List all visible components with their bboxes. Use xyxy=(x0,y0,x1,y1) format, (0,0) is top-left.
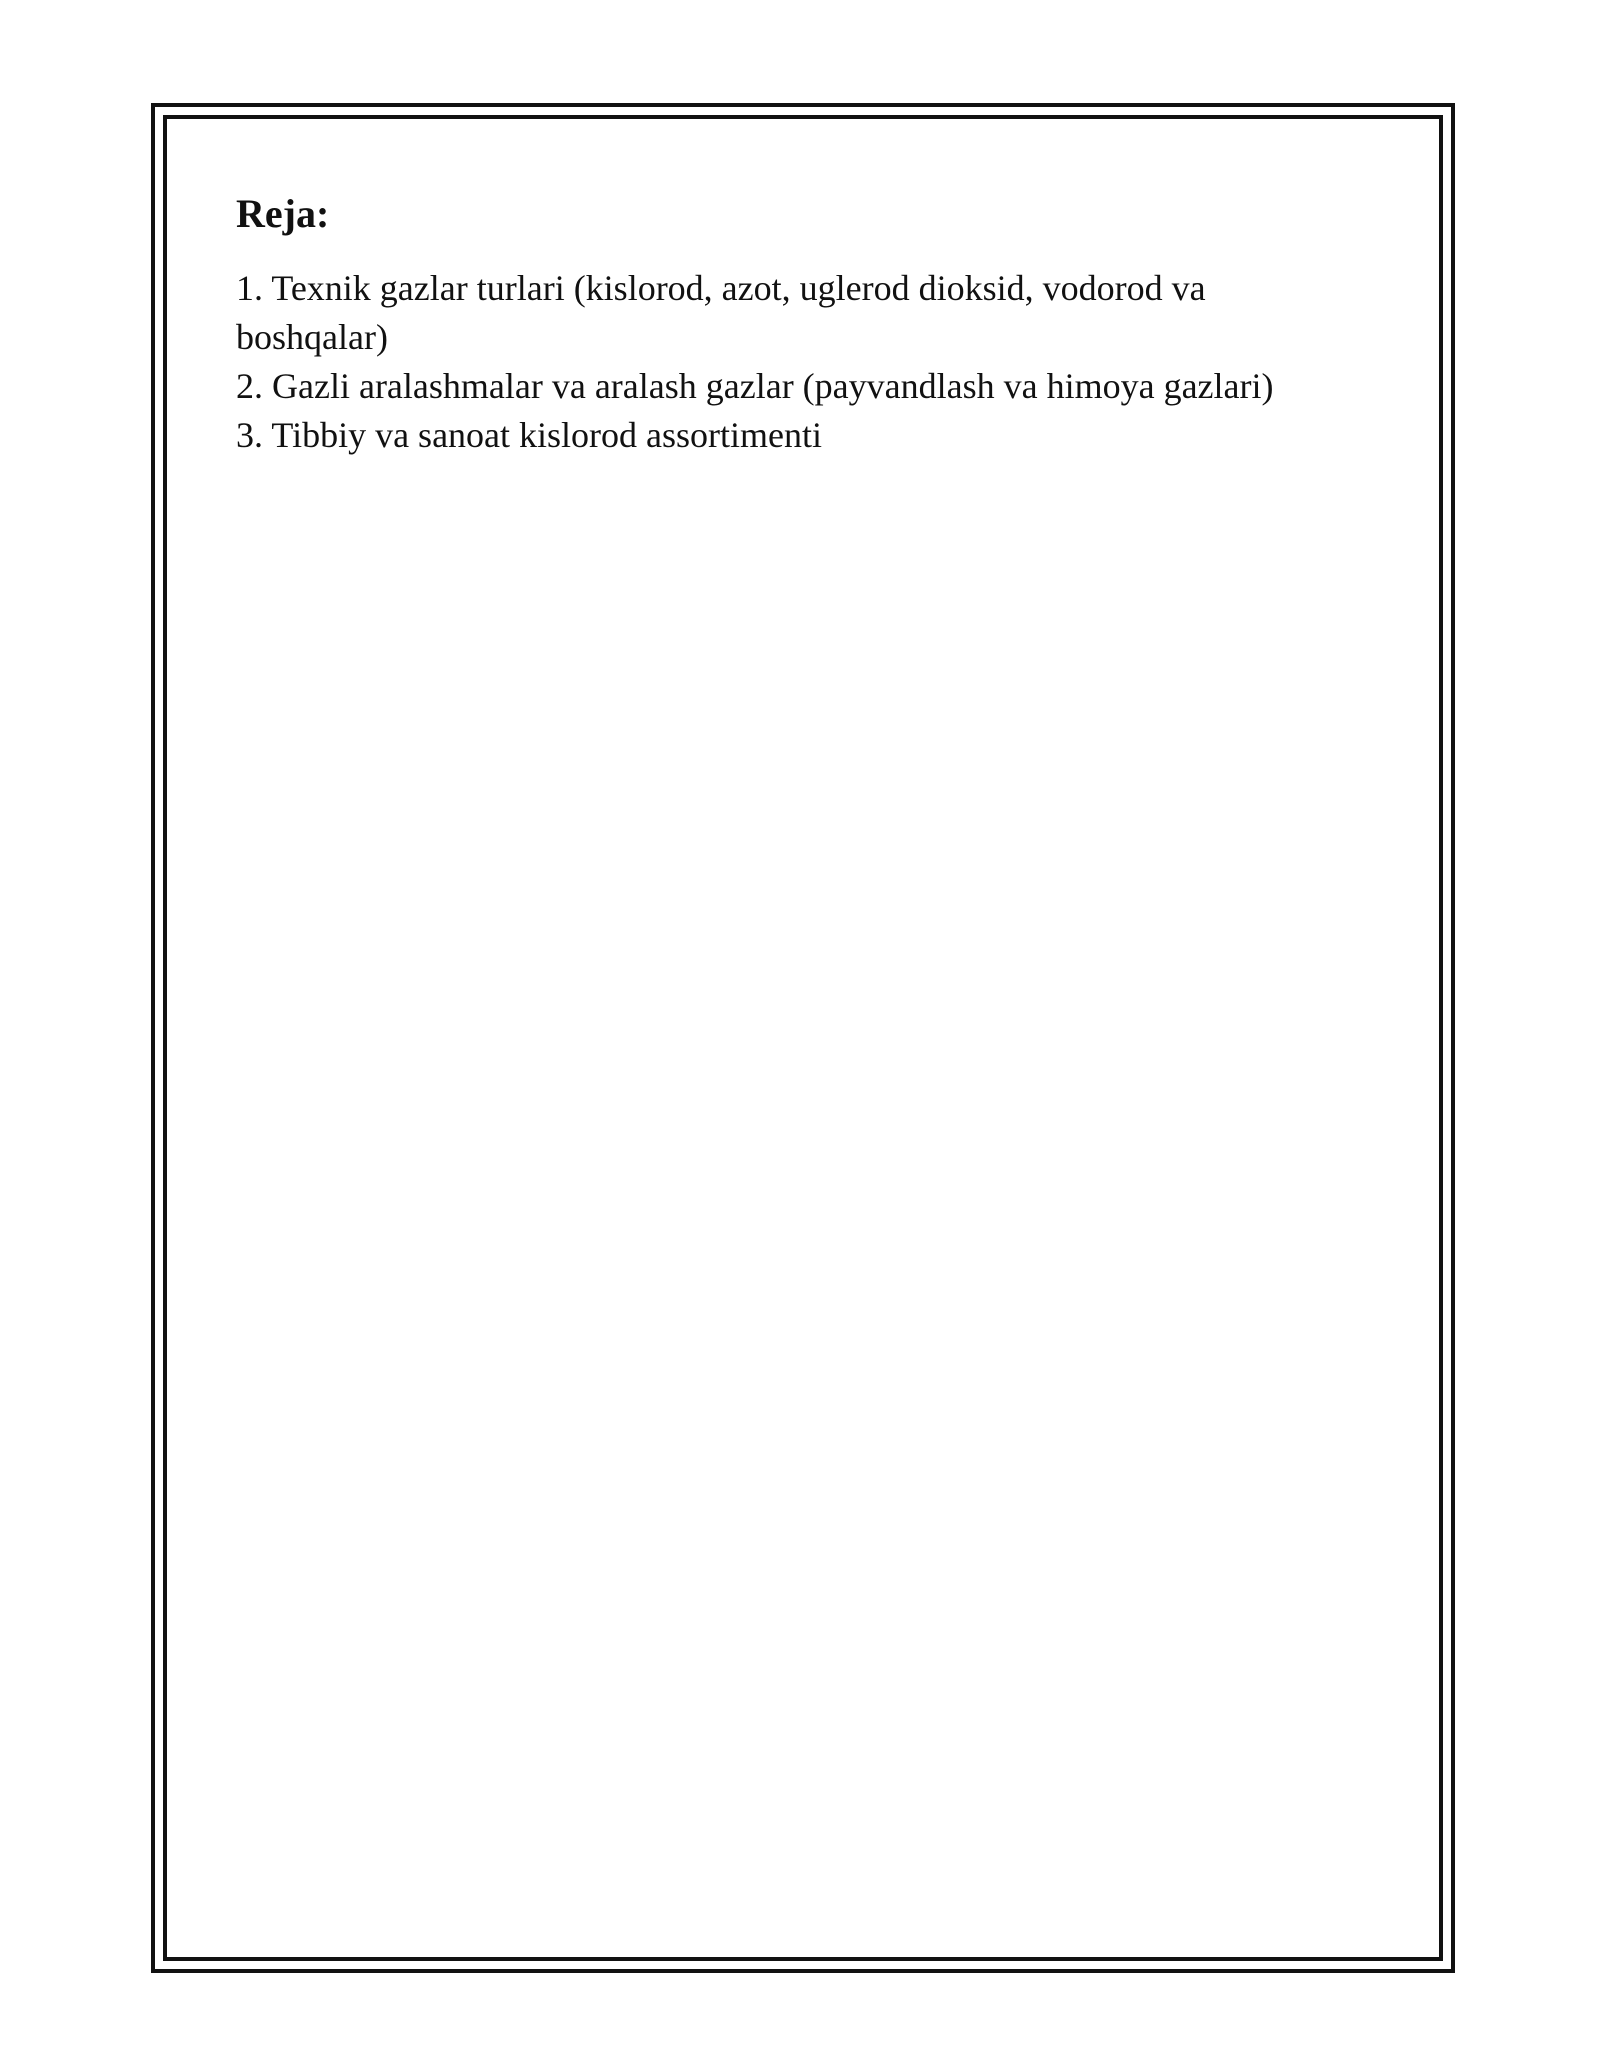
plan-section xyxy=(236,188,1356,460)
plan-item-1: 1. Texnik gazlar turlari (kislorod, azot, uglerod dioksid, vodorod va boshqalar) xyxy=(236,268,1206,357)
plan-item-3: 3. Tibbiy va sanoat kislorod assortimenti xyxy=(236,415,823,455)
plan-list xyxy=(236,264,1356,460)
plan-item-2: 2. Gazli aralashmalar va aralash gazlar (payvandlash va himoya gazlari) xyxy=(236,366,1274,406)
plan-heading: Reja: xyxy=(236,191,330,236)
